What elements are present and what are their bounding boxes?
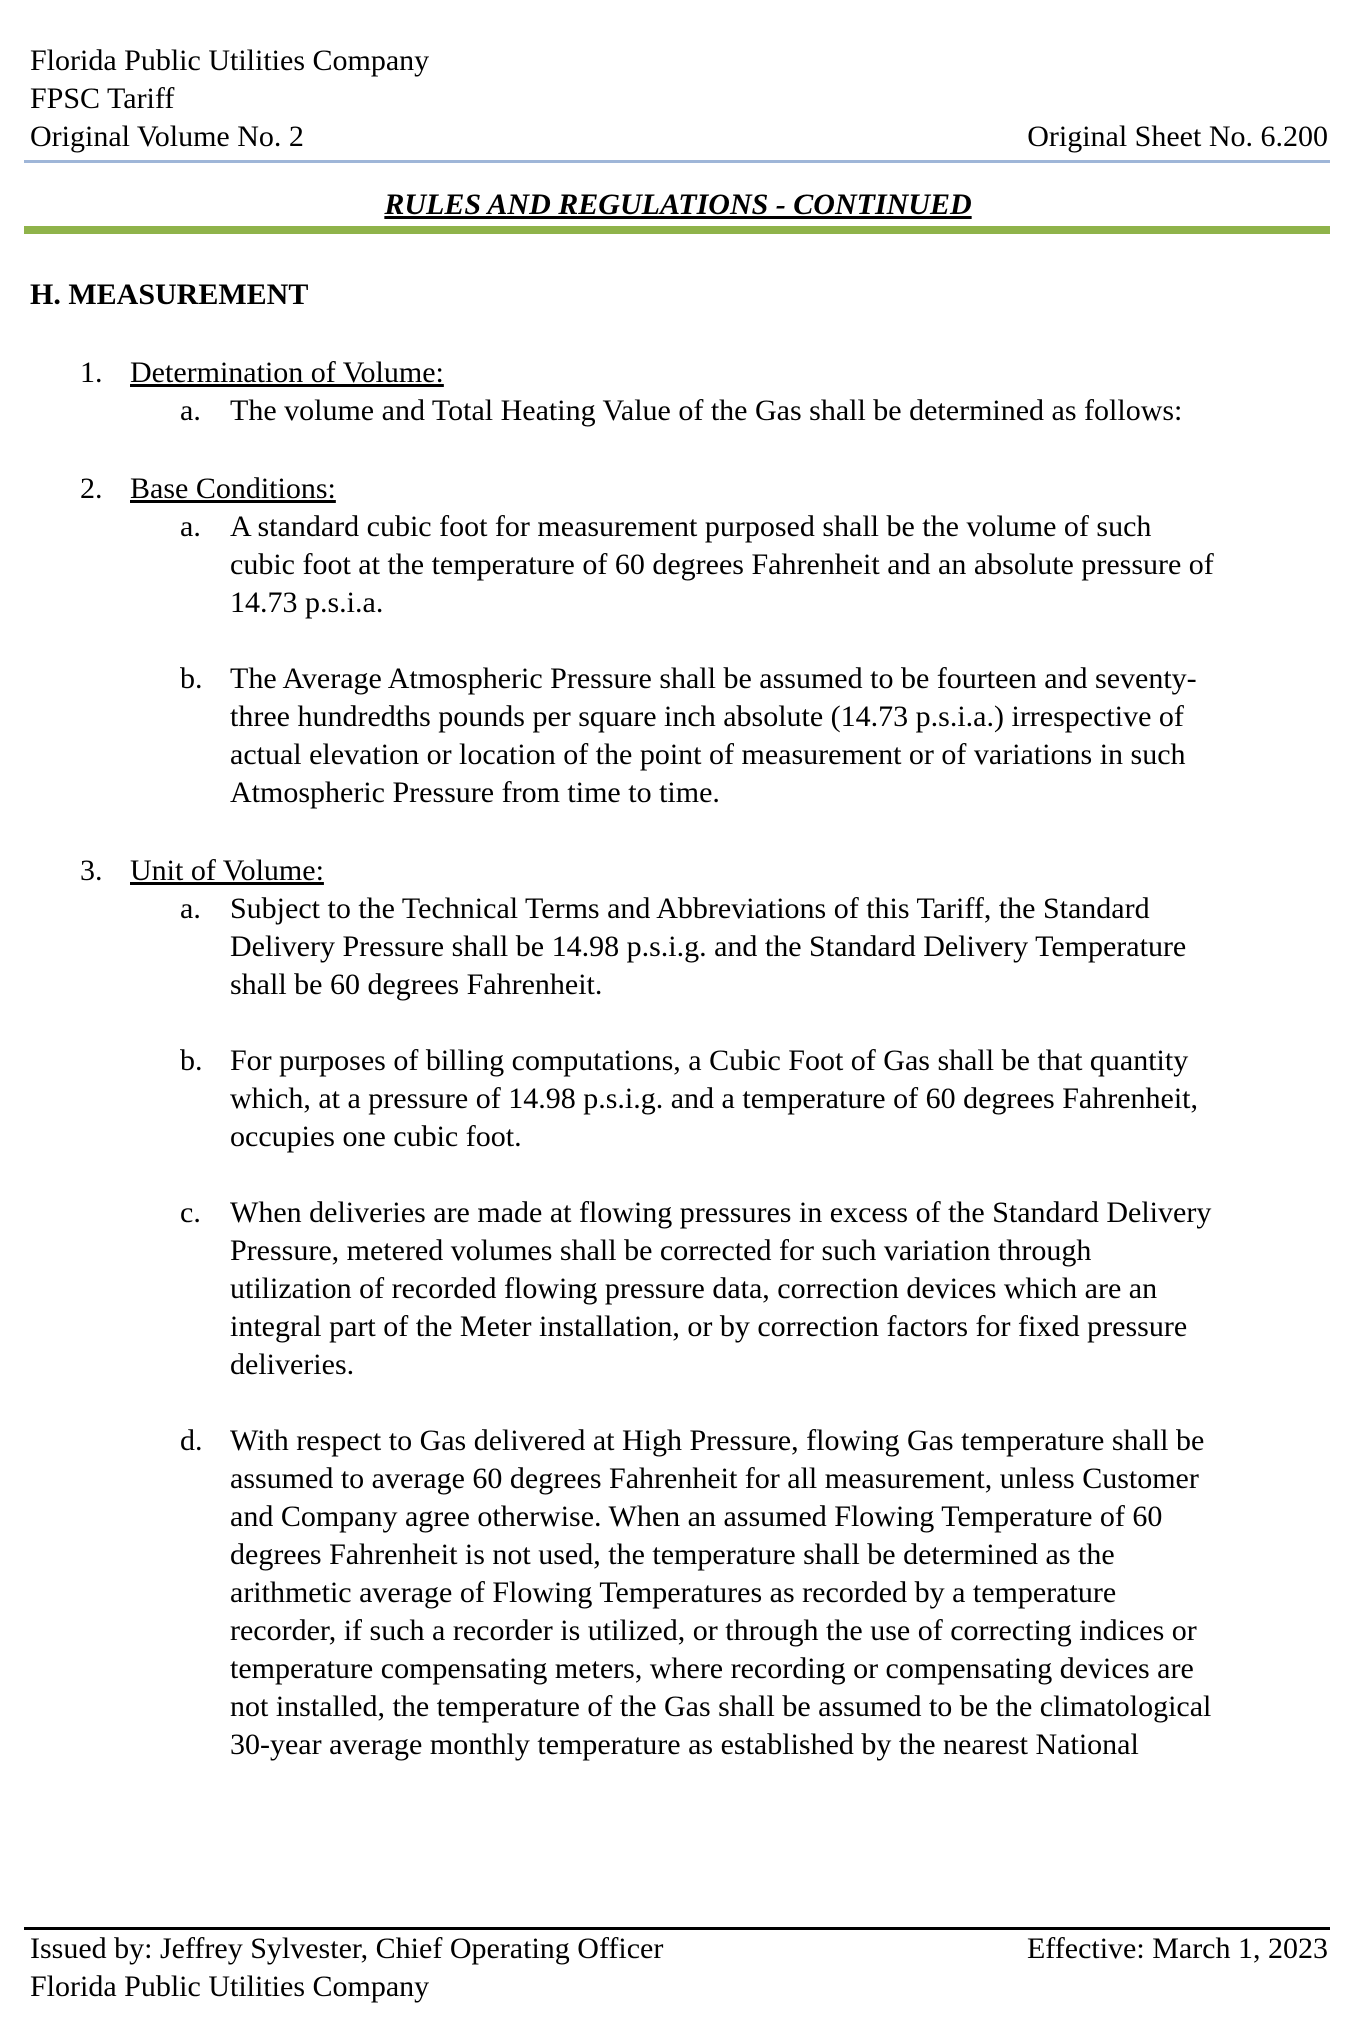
sub-item-text <box>230 1042 1350 1156</box>
text-line: When deliveries are made at flowing pressures in excess of the Standard Delivery <box>230 1196 1212 1229</box>
document-body <box>30 276 1330 1764</box>
header-volume-row <box>30 118 1328 156</box>
sub-item <box>30 1422 1330 1764</box>
text-line: With respect to Gas delivered at High Pressure, flowing Gas temperature shall be <box>230 1424 1205 1457</box>
text-line: Delivery Pressure shall be 14.98 p.s.i.g. and the Standard Delivery Temperature <box>230 930 1187 963</box>
item-heading <box>30 354 1330 392</box>
text-line: cubic foot at the temperature of 60 degrees Fahrenheit and an absolute pressure of <box>230 548 1214 581</box>
text-line: A standard cubic foot for measurement purposed shall be the volume of such <box>230 510 1152 543</box>
item-heading <box>30 852 1330 890</box>
text-line: 14.73 p.s.i.a. <box>230 586 384 619</box>
text-line: assumed to average 60 degrees Fahrenheit for all measurement, unless Customer <box>230 1462 1199 1495</box>
item-title: Determination of Volume: <box>130 356 444 389</box>
text-line: Atmospheric Pressure from time to time. <box>230 776 720 809</box>
header-company: Florida Public Utilities Company <box>30 44 430 77</box>
list-item <box>30 354 1330 430</box>
sub-item <box>30 660 1330 812</box>
text-line: 30-year average monthly temperature as established by the nearest National <box>230 1728 1139 1761</box>
sub-item <box>30 1042 1330 1156</box>
text-line: Subject to the Technical Terms and Abbreviations of this Tariff, the Standard <box>230 892 1150 925</box>
text-line: actual elevation or location of the point of measurement or of variations in such <box>230 738 1186 771</box>
section-divider <box>24 226 1330 234</box>
text-line: and Company agree otherwise. When an assumed Flowing Temperature of 60 <box>230 1500 1163 1533</box>
sub-item <box>30 392 1330 430</box>
text-line: which, at a pressure of 14.98 p.s.i.g. and a temperature of 60 degrees Fahrenheit, <box>230 1082 1199 1115</box>
text-line: The volume and Total Heating Value of the Gas shall be determined as follows: <box>230 394 1183 427</box>
footer-row <box>30 1930 1328 1968</box>
sub-item-text <box>230 660 1350 812</box>
text-line: shall be 60 degrees Fahrenheit. <box>230 968 603 1001</box>
sub-item-letter: a. <box>180 394 201 427</box>
item-list <box>30 354 1330 1764</box>
item-title: Unit of Volume: <box>130 854 324 887</box>
text-line: Pressure, metered volumes shall be corrected for such variation through <box>230 1234 1092 1267</box>
sub-item-text <box>230 1194 1350 1384</box>
footer-effective: Effective: March 1, 2023 <box>1026 1932 1328 1965</box>
sub-item-letter: a. <box>180 510 201 543</box>
header-tariff: FPSC Tariff <box>30 82 175 115</box>
text-line: For purposes of billing computations, a Cubic Foot of Gas shall be that quantity <box>230 1044 1189 1077</box>
text-line: occupies one cubic foot. <box>230 1120 522 1153</box>
text-line: three hundredths pounds per square inch absolute (14.73 p.s.i.a.) irrespective of <box>230 700 1184 733</box>
item-number: 1. <box>80 356 103 389</box>
item-heading <box>30 470 1330 508</box>
section-title: RULES AND REGULATIONS - CONTINUED <box>384 188 972 221</box>
sub-item-text <box>230 508 1350 622</box>
sub-item-letter: b. <box>180 662 203 695</box>
header-volume: Original Volume No. 2 <box>30 120 304 153</box>
text-line: deliveries. <box>230 1348 355 1381</box>
sub-item-letter: a. <box>180 892 201 925</box>
footer-company: Florida Public Utilities Company <box>30 1970 430 2003</box>
header-sheet: Original Sheet No. 6.200 <box>1027 120 1328 153</box>
header-divider <box>24 160 1330 163</box>
text-line: utilization of recorded flowing pressure data, correction devices which are an <box>230 1272 1158 1305</box>
sub-item-text <box>230 1422 1350 1764</box>
text-line: recorder, if such a recorder is utilized, or through the use of correcting indices or <box>230 1614 1197 1647</box>
page-header <box>30 42 1328 156</box>
list-item <box>30 470 1330 812</box>
item-number: 2. <box>80 472 103 505</box>
page-footer <box>30 1930 1328 2006</box>
sub-item <box>30 1194 1330 1384</box>
sub-item <box>30 508 1330 622</box>
text-line: integral part of the Meter installation, or by correction factors for fixed pressure <box>230 1310 1188 1343</box>
text-line: degrees Fahrenheit is not used, the temperature shall be determined as the <box>230 1538 1115 1571</box>
text-line: temperature compensating meters, where recording or compensating devices are <box>230 1652 1194 1685</box>
item-number: 3. <box>80 854 103 887</box>
sub-item-letter: d. <box>180 1424 203 1457</box>
sub-item <box>30 890 1330 1004</box>
item-title: Base Conditions: <box>130 472 336 505</box>
sub-item-text <box>230 890 1350 1004</box>
footer-issued-by: Issued by: Jeffrey Sylvester, Chief Operating Officer <box>30 1932 664 1965</box>
text-line: The Average Atmospheric Pressure shall be assumed to be fourteen and seventy- <box>230 662 1197 695</box>
section-heading: H. MEASUREMENT <box>30 278 309 311</box>
list-item <box>30 852 1330 1764</box>
sub-item-letter: b. <box>180 1044 203 1077</box>
text-line: not installed, the temperature of the Gas shall be assumed to be the climatological <box>230 1690 1212 1723</box>
sub-item-text <box>230 392 1350 430</box>
text-line: arithmetic average of Flowing Temperatures as recorded by a temperature <box>230 1576 1117 1609</box>
sub-item-letter: c. <box>180 1196 201 1229</box>
